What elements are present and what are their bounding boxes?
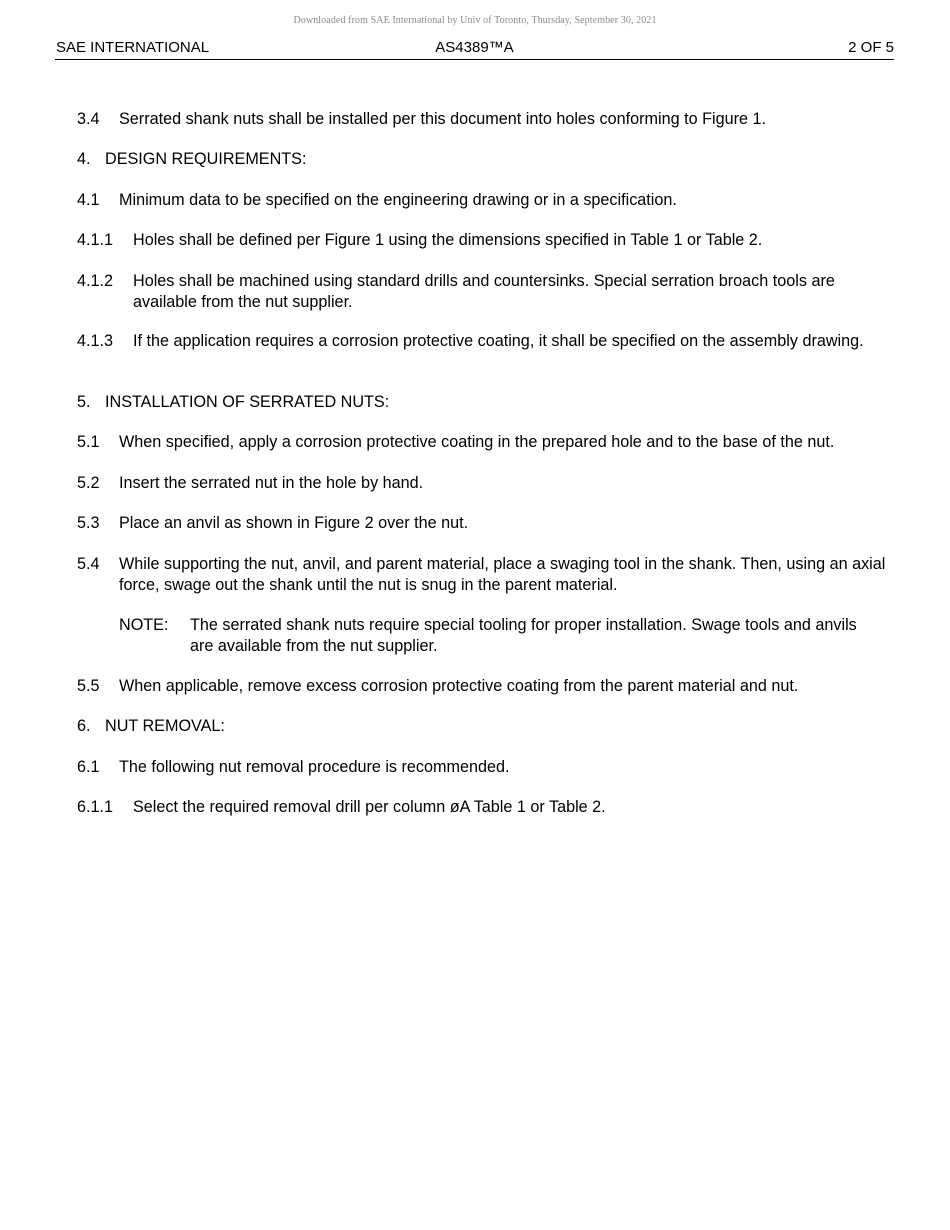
section-text: If the application requires a corrosion protective coating, it shall be specified on the assembly drawing. <box>133 332 864 350</box>
section-text: When specified, apply a corrosion protective coating in the prepared hole and to the base of the nut. <box>119 433 835 451</box>
section-number: 6. <box>77 717 91 735</box>
section-number: 5. <box>77 393 91 411</box>
section-number: 4. <box>77 150 91 168</box>
page-header <box>55 38 894 60</box>
section-heading: NUT REMOVAL: <box>105 717 225 735</box>
note-text: The serrated shank nuts require special tooling for proper installation. Swage tools and anvils are available from the nut supplier. <box>190 616 857 655</box>
document-number: AS4389™A <box>435 39 514 56</box>
section-text: While supporting the nut, anvil, and parent material, place a swaging tool in the shank. Then, using an axial force, swage out the shank until the nut is snug in the parent material. <box>119 555 886 594</box>
section-number: 5.1 <box>77 433 100 451</box>
section-number: 5.5 <box>77 677 100 695</box>
section-number: 5.4 <box>77 555 100 573</box>
section-text: Serrated shank nuts shall be installed per this document into holes conforming to Figure 1. <box>119 110 766 128</box>
section-number: 4.1.1 <box>77 231 114 249</box>
section-text: Minimum data to be specified on the engineering drawing or in a specification. <box>119 191 677 209</box>
note-label: NOTE: <box>119 616 169 634</box>
section-text: Insert the serrated nut in the hole by hand. <box>119 474 424 492</box>
organization-name: SAE INTERNATIONAL <box>56 39 210 56</box>
section-text: Place an anvil as shown in Figure 2 over the nut. <box>119 514 469 532</box>
section-heading: DESIGN REQUIREMENTS: <box>105 150 307 168</box>
section-number: 4.1.2 <box>77 272 114 290</box>
download-watermark: Downloaded from SAE International by Univ of Toronto, Thursday, September 30, 2021 <box>293 15 657 26</box>
section-number: 3.4 <box>77 110 100 128</box>
section-text: The following nut removal procedure is recommended. <box>119 758 510 776</box>
section-text: Holes shall be machined using standard drills and countersinks. Special serration broach tools are available from the nut supplier. <box>133 272 835 311</box>
page-indicator: 2 OF 5 <box>848 39 894 56</box>
section-number: 6.1.1 <box>77 798 114 816</box>
section-text: Select the required removal drill per column øA Table 1 or Table 2. <box>133 798 606 816</box>
section-text: When applicable, remove excess corrosion protective coating from the parent material and nut. <box>119 677 799 695</box>
section-number: 5.2 <box>77 474 100 492</box>
section-number: 5.3 <box>77 514 100 532</box>
section-text: Holes shall be defined per Figure 1 using the dimensions specified in Table 1 or Table 2. <box>133 231 763 249</box>
section-heading: INSTALLATION OF SERRATED NUTS: <box>105 393 390 411</box>
section-number: 6.1 <box>77 758 100 776</box>
section-number: 4.1 <box>77 191 100 209</box>
section-number: 4.1.3 <box>77 332 114 350</box>
